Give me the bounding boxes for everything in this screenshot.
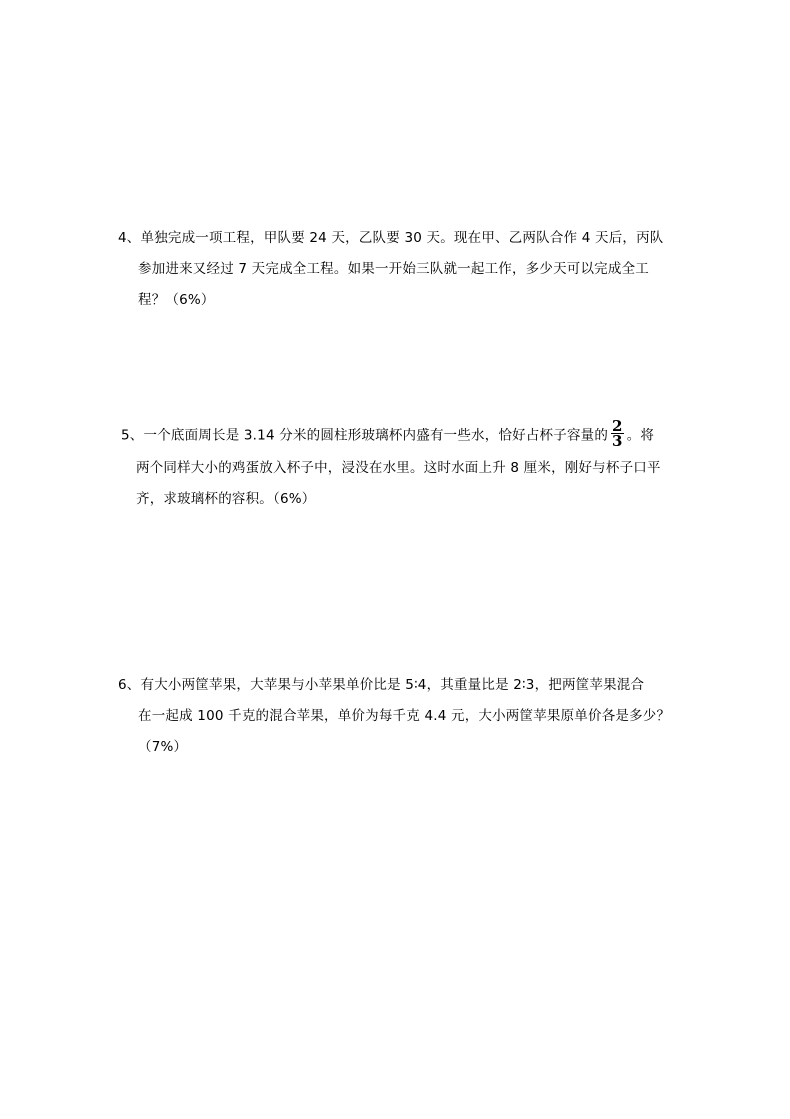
problem-6-line-3: （7%）: [138, 739, 188, 755]
fraction-denominator: 3: [612, 432, 623, 450]
problem-text: 一个底面周长是 3.14 分米的圆柱形玻璃杯内盛有一些水，恰好占杯子容量的: [143, 427, 609, 444]
problem-text: 有大小两筐苹果，大苹果与小苹果单价比是 5∶4，其重量比是 2∶3，把两筐苹果混合: [140, 677, 645, 693]
problem-5-line-2: 两个同样大小的鸡蛋放入杯子中，浸没在水里。这时水面上升 8 厘米，刚好与杯子口平: [136, 460, 661, 476]
problem-text: 单独完成一项工程，甲队要 24 天，乙队要 30 天。现在甲、乙两队合作 4 天后，丙队: [140, 230, 664, 246]
problem-6-line-1: [118, 677, 644, 693]
problem-number: 4、: [118, 230, 141, 246]
fraction-numerator: 2: [612, 417, 623, 435]
problem-number: 5、: [121, 427, 144, 444]
problem-4-line-3: 程？（6%）: [138, 292, 215, 308]
problem-6-line-2: 在一起成 100 千克的混合苹果，单价为每千克 4.4 元，大小两筐苹果原单价各是多少？: [138, 708, 671, 724]
fraction-two-thirds: [611, 419, 624, 448]
problem-5-line-3: 齐，求玻璃杯的容积。（6%）: [136, 491, 316, 507]
problem-number: 6、: [118, 677, 141, 693]
problem-4-line-2: 参加进来又经过 7 天完成全工程。如果一开始三队就一起工作，多少天可以完成全工: [138, 261, 649, 277]
problem-text-tail: 。将: [626, 427, 655, 444]
problem-5-line-1: [121, 417, 655, 450]
problem-4-line-1: [118, 230, 664, 246]
